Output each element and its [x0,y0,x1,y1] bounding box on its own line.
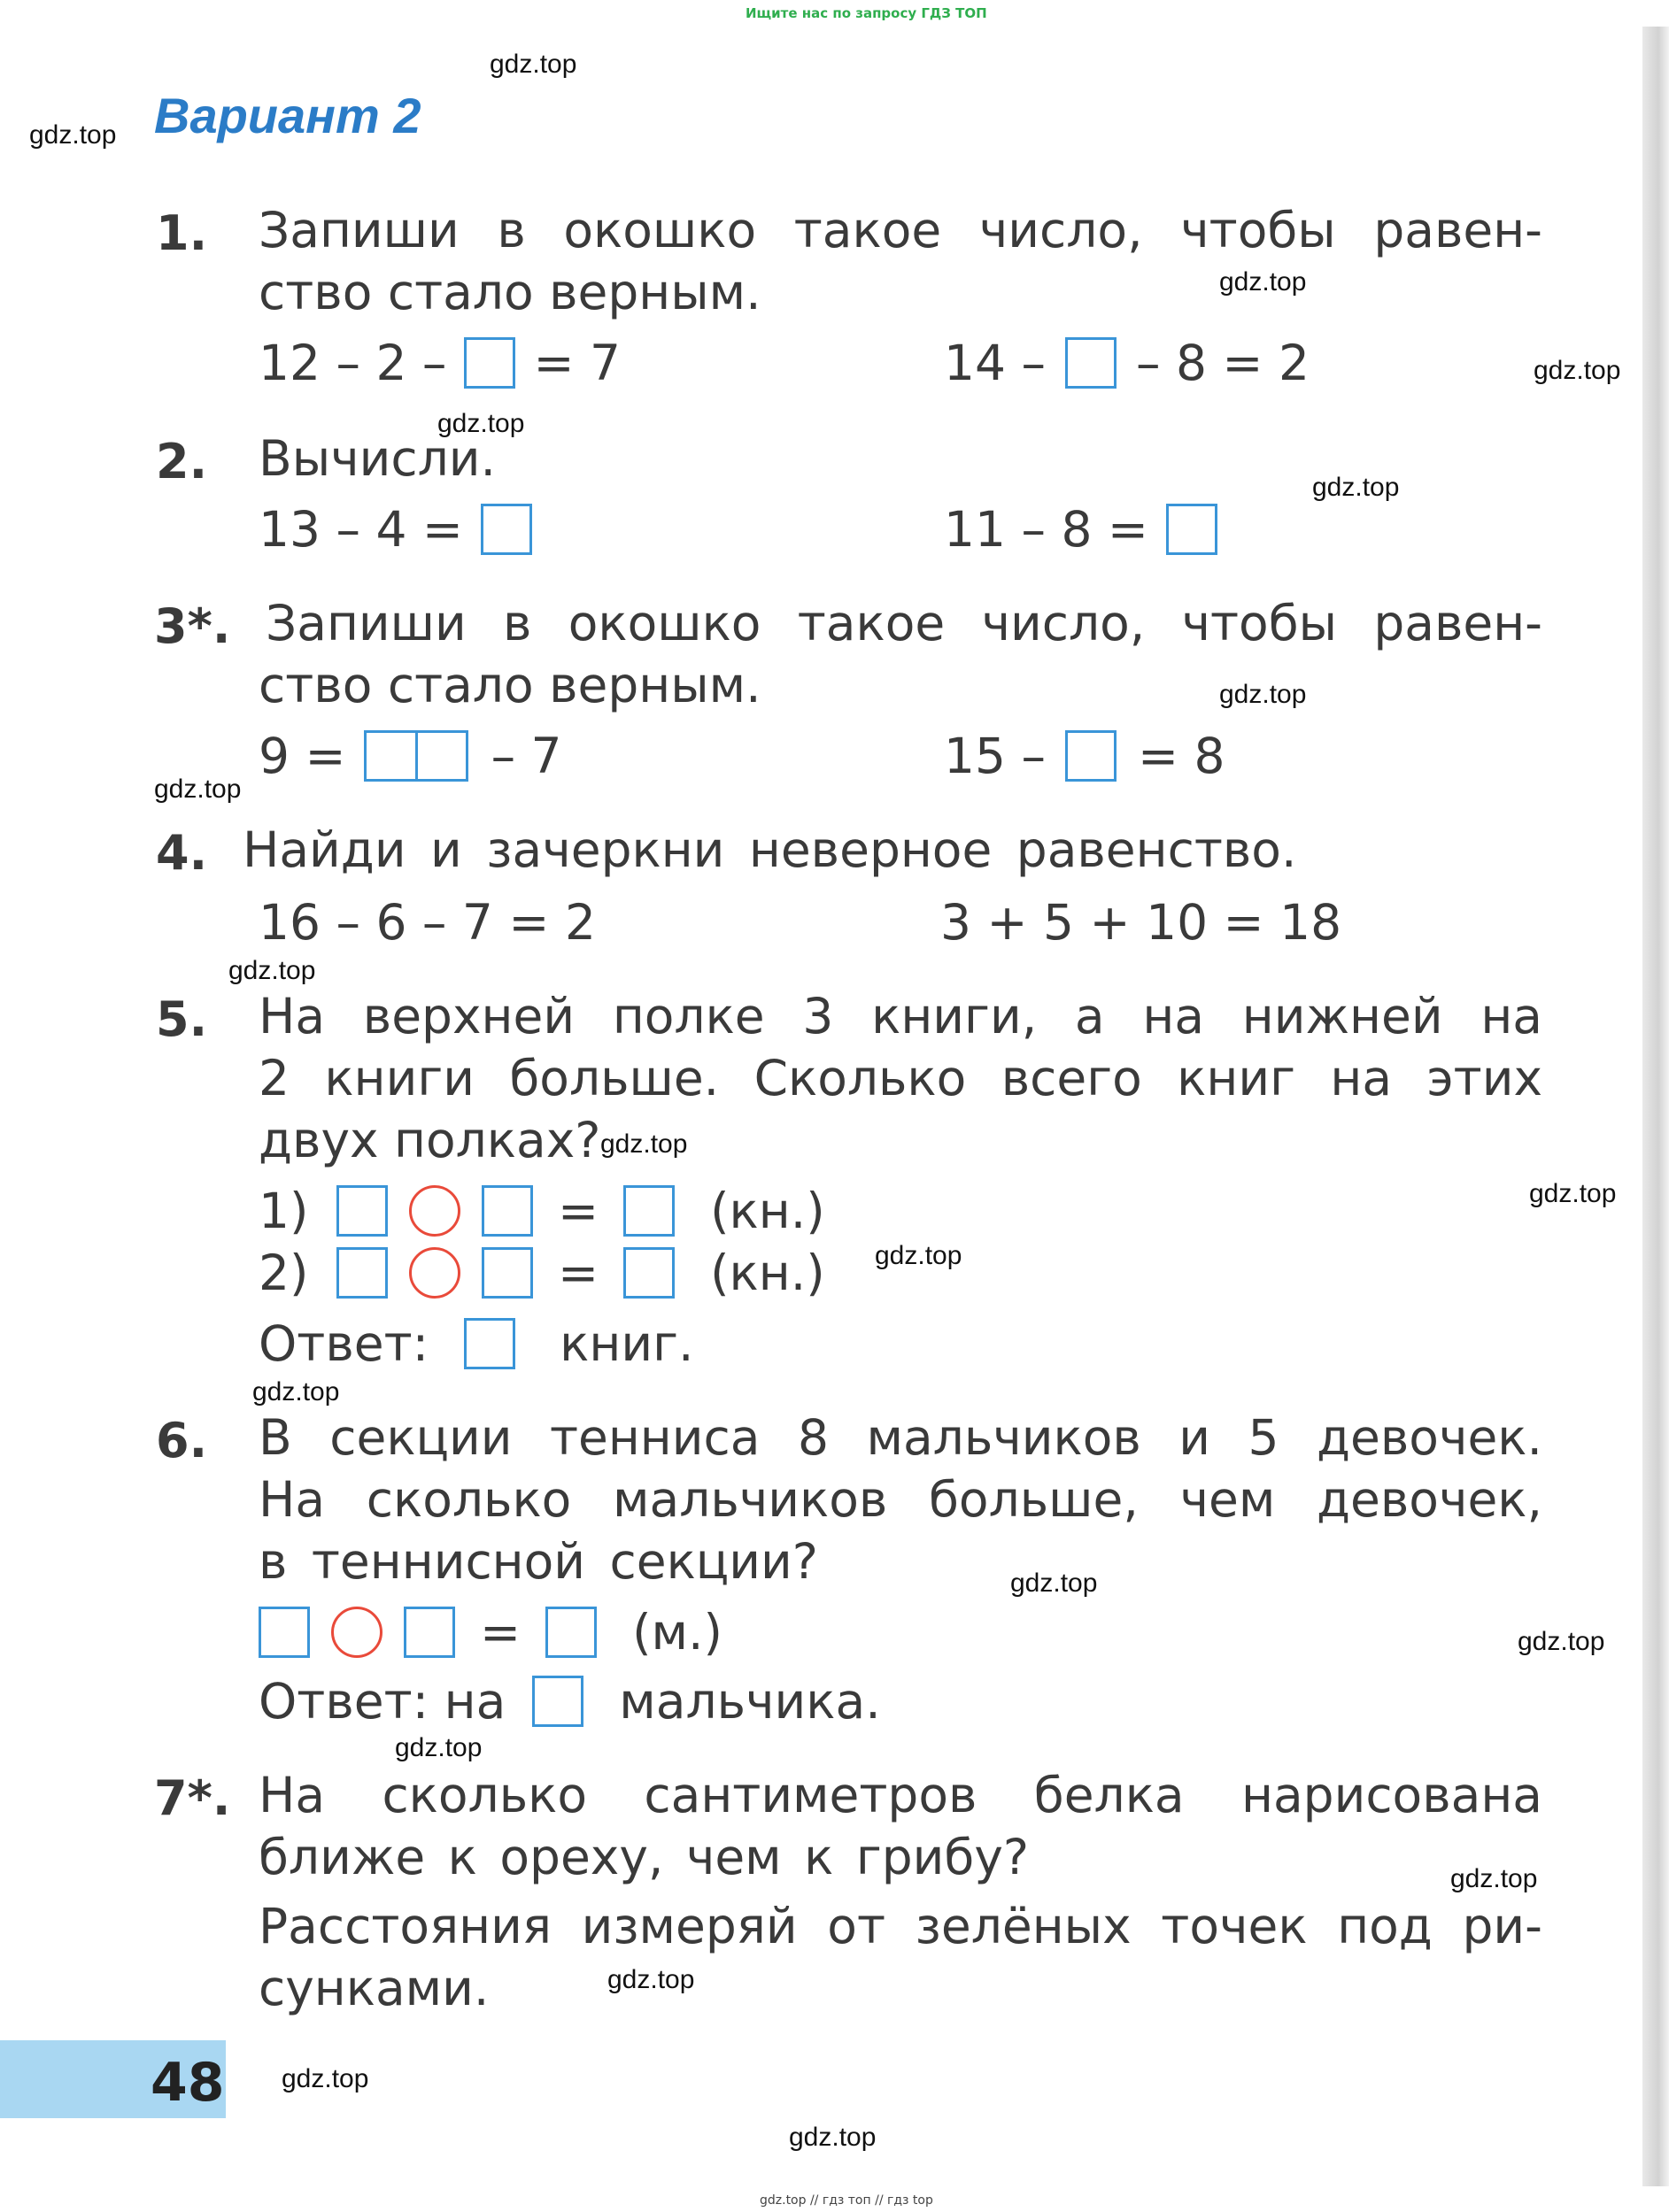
task-number: 1. [156,205,208,261]
watermark: gdz.top [1534,356,1621,385]
equation-part: 11 – 8 = [944,501,1149,558]
solution-row [259,1183,825,1239]
task-number: 6. [156,1413,208,1468]
task-number: 3*. [154,598,231,654]
watermark: gdz.top [437,409,525,438]
equals-sign: = [558,1245,599,1301]
task-text-line: двух полках? [259,1112,601,1168]
unit-label: (кн.) [710,1183,825,1239]
answer-box[interactable] [336,1247,388,1299]
watermark: gdz.top [1010,1568,1098,1598]
solution-row [259,1245,825,1301]
watermark: gdz.top [228,956,316,985]
answer-box[interactable] [259,1607,310,1658]
row-label: 2) [259,1245,309,1301]
operation-circle[interactable] [331,1607,382,1658]
watermark: gdz.top [490,50,577,79]
equation [944,728,1225,784]
answer-label: Ответ: на [259,1673,506,1730]
watermark: gdz.top [29,120,117,150]
watermark: gdz.top [154,775,242,804]
variant-title: Вариант 2 [154,88,421,143]
task-number: 2. [156,434,208,489]
equation [259,894,596,951]
watermark: gdz.top [252,1377,340,1407]
operation-circle[interactable] [409,1185,460,1237]
unit-label: (кн.) [710,1245,825,1301]
task-text-line: Расстояния измеряй от зелёных точек под ри- [259,1898,1542,1954]
equation-part: = 8 [1137,728,1225,784]
task-text-line: 2 книги больше. Сколько всего книг на этих [259,1050,1542,1106]
watermark: gdz.top [1450,1864,1538,1893]
equation-part: – 7 [491,728,562,784]
watermark: gdz.top [1219,680,1307,709]
bottom-note: gdz.top // гдз топ // гдз top [760,2193,933,2208]
page-number: 48 [151,2052,225,2114]
answer-box[interactable] [336,1185,388,1237]
answer-box[interactable] [464,1318,515,1369]
watermark: gdz.top [600,1129,688,1159]
watermark: gdz.top [1219,267,1307,297]
double-answer-box[interactable] [364,730,468,782]
solution-row [259,1604,722,1661]
task-text-line: Запиши в окошко такое число, чтобы равен- [266,595,1542,651]
task-number: 5. [156,991,208,1047]
task-text-line: Найди и зачеркни неверное равенство. [243,821,1297,878]
unit-label: (м.) [632,1604,722,1661]
task-text-line: Запиши в окошко такое число, чтобы равен- [259,202,1542,258]
top-search-note: Ищите нас по запросу ГДЗ ТОП [746,5,987,21]
task-text-line: ство стало верным. [259,657,761,713]
answer-box[interactable] [545,1607,597,1658]
answer-box[interactable] [1065,730,1117,782]
watermark: gdz.top [395,1733,483,1762]
equation-part: 15 – [944,728,1046,784]
answer-box[interactable] [1166,504,1217,555]
task-text-line: в теннисной секции? [259,1533,818,1590]
task-text-line: На сколько мальчиков больше, чем девочек, [259,1471,1542,1528]
equation [259,501,532,558]
equation [944,335,1310,391]
equation-part: 13 – 4 = [259,501,464,558]
watermark: gdz.top [282,2064,369,2093]
task-text-line: Вычисли. [259,430,497,487]
answer-box[interactable] [464,337,515,389]
watermark: gdz.top [1518,1627,1605,1656]
equation-part: = 7 [533,335,621,391]
answer-box[interactable] [623,1185,675,1237]
answer-row [259,1315,693,1372]
task-text-line: ство стало верным. [259,264,761,320]
equals-sign: = [480,1604,522,1661]
operation-circle[interactable] [409,1247,460,1299]
equation-part: 12 – 2 – [259,335,447,391]
answer-box[interactable] [482,1247,533,1299]
equation [940,894,1341,951]
equation-part: 14 – [944,335,1046,391]
answer-box[interactable] [1065,337,1117,389]
watermark: gdz.top [1312,473,1400,502]
watermark: gdz.top [789,2123,877,2152]
equation [944,501,1217,558]
equation [259,335,621,391]
answer-box[interactable] [532,1676,583,1727]
answer-unit: мальчика. [619,1673,881,1730]
equation [259,728,562,784]
task-text-line: сунками. [259,1960,490,2016]
task-text-line: В секции тенниса 8 мальчиков и 5 девочек. [259,1409,1542,1466]
answer-box[interactable] [404,1607,455,1658]
row-label: 1) [259,1183,309,1239]
equation-part: 3 + 5 + 10 = 18 [940,894,1342,951]
task-text-line: ближе к ореху, чем к грибу? [259,1829,1030,1885]
equation-part: – 8 = 2 [1135,335,1310,391]
answer-box[interactable] [482,1185,533,1237]
task-number: 4. [156,825,208,881]
answer-box[interactable] [623,1247,675,1299]
equals-sign: = [558,1183,599,1239]
watermark: gdz.top [607,1965,695,1994]
watermark: gdz.top [1529,1179,1617,1208]
answer-row [259,1673,881,1730]
page-edge-shadow [1642,27,1669,2186]
answer-unit: книг. [560,1315,694,1372]
answer-box[interactable] [481,504,532,555]
watermark: gdz.top [875,1241,962,1270]
answer-label: Ответ: [259,1315,429,1372]
task-text-line: На верхней полке 3 книги, а на нижней на [259,988,1542,1044]
equation-part: 9 = [259,728,346,784]
task-text-line: На сколько сантиметров белка нарисована [259,1767,1542,1823]
task-number: 7*. [154,1770,231,1826]
equation-part: 16 – 6 – 7 = 2 [259,894,596,951]
